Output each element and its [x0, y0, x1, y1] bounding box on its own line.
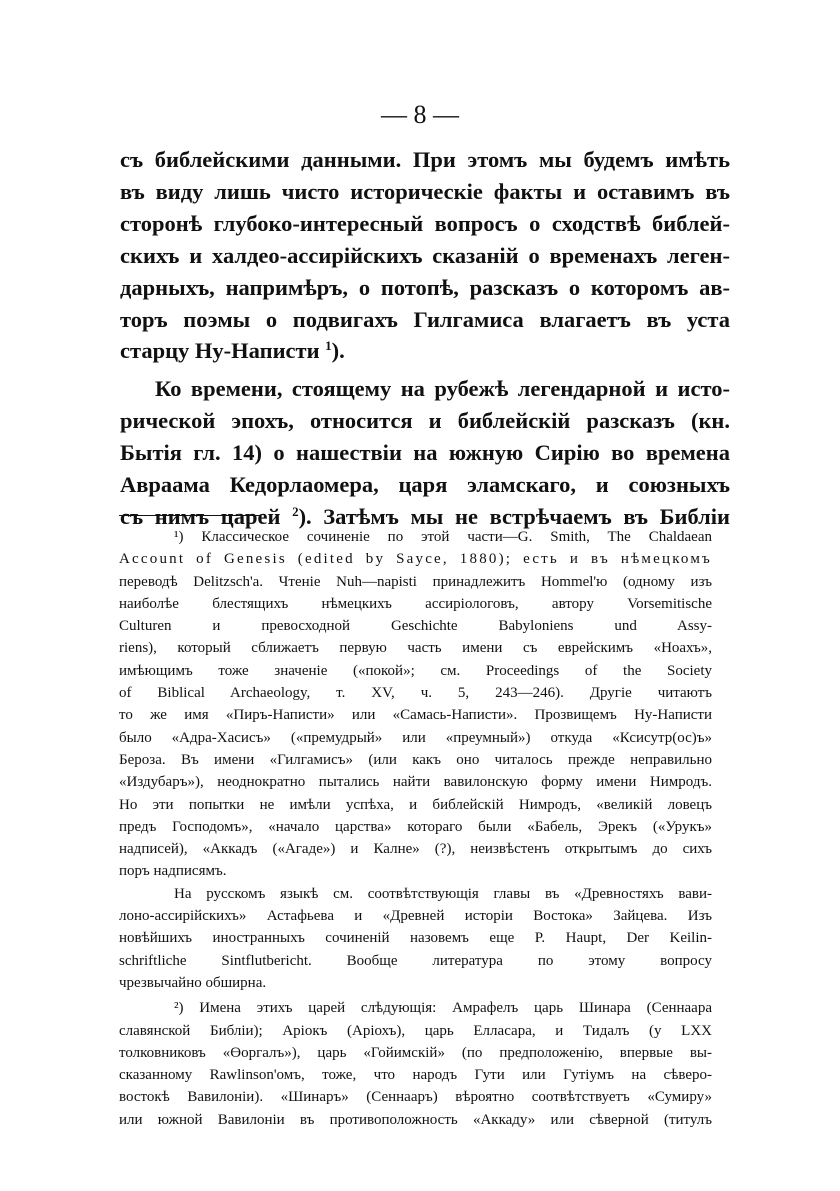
footnote-line: востокѣ Вавилоніи). «Шинаръ» (Сеннааръ) вѣроятно соотвѣтствуетъ «Сумиру» — [119, 1089, 712, 1106]
footnote-line: Account of Genesis (edited by Sayce, 1880); есть и въ нѣмецкомъ — [119, 551, 712, 568]
text-line: рической эпохъ, относится и библейскій разсказъ (кн. — [120, 408, 730, 434]
footnote-line: Бероза. Въ имени «Гилгамисъ» (или какъ оно читалось прежде неправильно — [119, 751, 712, 768]
footnote-ref-1[interactable]: 1 — [325, 338, 332, 354]
footnote-line: предъ Господомъ», «начало царства» котораго были «Бабель, Эрекъ («Урукъ» — [119, 818, 712, 835]
footnote-line: ¹) Классическое сочиненіе по этой части—G. Smith, The Chaldaean — [174, 529, 712, 545]
footnote-line: толковниковъ «Өоргалъ»), царь «Гойимскій» (по предположенію, впервые вы- — [119, 1044, 712, 1061]
footnote-line: новѣйшихъ иностранныхъ сочиненій назовемъ еще P. Haupt, Der Keilin- — [119, 930, 712, 947]
footnote-line: славянской Библіи); Аріокъ (Аріохъ), царь Елласара, и Тидалъ (у LXX — [119, 1022, 712, 1039]
page-number: — 8 — — [381, 100, 459, 129]
paragraph-1 — [120, 144, 730, 367]
text-line: съ библейскими данными. При этомъ мы будемъ имѣть — [120, 147, 730, 172]
text-line: Ко времени, стоящему на рубежѣ легендарной и исто- — [155, 376, 730, 402]
footnote-line: сказанному Rawlinson'омъ, тоже, что народъ Гути или Гутіумъ на сѣверо- — [119, 1067, 712, 1084]
footnote-line: riens), который сближаетъ первую часть имени съ еврейскимъ «Ноахъ», — [119, 640, 712, 657]
footnote-line: Culturen и превосходной Geschichte Babyloniens und Assy- — [119, 618, 712, 635]
text-line: Авраама Кедорлаомера, царя эламскаго, и союзныхъ — [120, 472, 730, 498]
footnote-line: лоно-ассирійскихъ» Астафьева и «Древней исторіи Востока» Зайцева. Изъ — [119, 908, 712, 925]
text-line: торъ поэмы о подвигахъ Гилгамиса влагаетъ въ уста — [120, 306, 730, 332]
footnotes — [119, 526, 712, 1131]
main-text — [120, 144, 730, 533]
text-line: съ нимъ царей $^2$). Затѣмъ мы не встрѣчаемъ въ Библіи — [120, 503, 731, 529]
text-line: скихъ и халдео-ассирійскихъ сказаній о временахъ леген- — [120, 242, 730, 268]
footnote-line: ²) Имена этихъ царей слѣдующія: Амрафелъ царь Шинара (Сеннаара — [174, 1000, 712, 1017]
footnote-line: of Biblical Archaeology, т. XV, ч. 5, 243—246). Другіе читаютъ — [119, 685, 712, 702]
footnote-line: schriftliche Sintflutbericht. Вообще литература по этому вопросу — [119, 952, 712, 969]
footnote-line: переводѣ Delitzsch'a. Чтеніе Nuh—napisti принадлежитъ Hommel'ю (одному изъ — [119, 573, 712, 590]
text-line: сторонѣ глубоко-интересный вопросъ о сходствѣ библей- — [120, 210, 730, 236]
text-line: въ виду лишь чисто историческіе факты и оставимъ въ — [120, 178, 730, 204]
footnote-line: или южной Вавилоніи въ противоположность «Аккаду» или сѣверной (титулъ — [119, 1111, 712, 1128]
footnote-line: наиболѣе блестящихъ нѣмецкихъ ассиріологовъ, автору Vorsemitische — [119, 595, 712, 612]
footnote-1 — [119, 526, 712, 994]
footnote-line: поръ надписямъ. — [119, 863, 227, 880]
text-line: старцу Ну-Написти $^1$). — [120, 338, 345, 364]
footnote-marker: ²) — [174, 1000, 184, 1017]
footnote-separator — [119, 515, 261, 516]
footnote-line: Но эти попытки не имѣли успѣха, и библейскій Нимродъ, «великій ловецъ — [119, 796, 712, 813]
footnote-line: «Издубаръ»), неоднократно пытались найти вавилонскую форму имени Нимродъ. — [119, 774, 712, 791]
footnote-line: чрезвычайно обширна. — [119, 974, 267, 991]
footnote-line: имѣющимъ тоже значеніе («покой»; см. Proceedings of the Society — [119, 662, 712, 679]
paragraph-2 — [120, 373, 730, 533]
footnote-line: На русскомъ языкѣ см. соотвѣтствующія главы въ «Древностяхъ вави- — [174, 885, 712, 902]
footnote-line: надписей), «Аккадъ («Агаде») и Калне» (?), неизвѣстенъ открытымъ до сихъ — [119, 841, 712, 858]
footnote-line: то же имя «Пиръ-Написти» или «Самась-Написти». Прозвищемъ Ну-Написти — [119, 707, 712, 724]
text-line: Бытія гл. 14) о нашествіи на южную Сирію во времена — [120, 440, 730, 466]
footnote-ref-2[interactable]: 2 — [292, 503, 299, 519]
footnote-line: было «Адра-Хасисъ» («премудрый» или «преумный») откуда «Ксисутр(ос)ъ» — [119, 729, 712, 746]
footnote-2 — [119, 997, 712, 1131]
footnote-marker: ¹) — [174, 529, 184, 545]
text-line: дарныхъ, напримѣръ, о потопѣ, разсказъ о которомъ ав- — [120, 274, 730, 300]
